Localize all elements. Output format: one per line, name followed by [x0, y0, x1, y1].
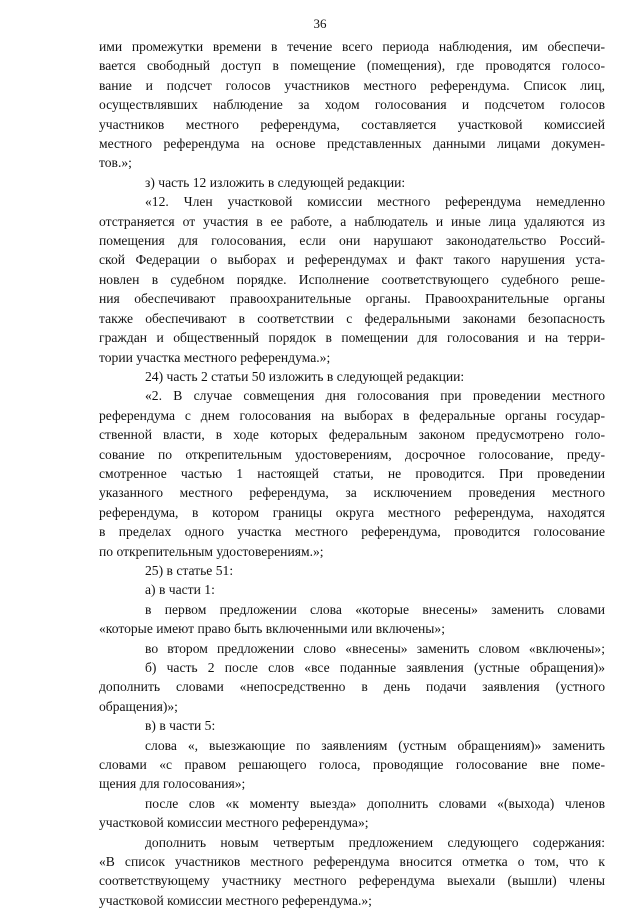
text-line: 25) в статье 51: — [145, 562, 234, 578]
text-line: после слов «к моменту выезда» дополнить словами «(выхода) членов — [145, 795, 605, 811]
page-number: 36 — [313, 16, 327, 31]
text-line: по открепительным удостоверениям.»; — [99, 543, 324, 559]
text-line: местного референдума на основе представленных данными лицами докумен- — [99, 136, 605, 152]
text-line: слова «, выезжающие по заявлениям (устным обращениям)» заменить — [145, 737, 605, 753]
text-line: б) часть 2 после слов «все поданные заявления (устные обращения)» — [145, 660, 605, 675]
text-line: ской Федерации о выборах и референдумах и факт такого нарушения уста- — [99, 252, 605, 268]
text-line: словами «с правом решающего голоса, проводящие голосование вне поме- — [99, 757, 605, 773]
text-line: осуществлявших наблюдение за ходом голосования и подсчетом голосов — [99, 97, 605, 113]
text-line: тов.»; — [99, 155, 132, 171]
text-line: ими промежутки времени в течение всего периода наблюдения, им обеспечи- — [99, 39, 605, 54]
text-line: также обеспечивают в соответствии с федеральными законами безопасность — [99, 310, 605, 326]
text-line: з) часть 12 изложить в следующей редакции: — [145, 174, 406, 190]
text-line: вание и подсчет голосов участников местного референдума. Список лиц, — [99, 77, 605, 93]
text-line: ния обеспечивают правоохранительные органы. Правоохранительные органы — [99, 291, 605, 307]
text-line: щения для голосования»; — [99, 776, 246, 792]
text-line: вается свободный доступ в помещение (помещения), где проводятся голосо- — [99, 58, 605, 74]
text-line: соответствующему участнику местного референдума выехали (вышли) члены — [99, 873, 605, 889]
text-line: участковой комиссии местного референдума»; — [99, 815, 369, 831]
text-line: сование по открепительным удостоверениям, досрочное голосование, преду- — [99, 446, 605, 462]
text-line: помещения для голосования, если они нарушают законодательство Россий- — [99, 233, 605, 249]
text-line: в первом предложении слова «которые внесены» заменить словами — [145, 601, 605, 617]
text-line: 24) часть 2 статьи 50 изложить в следующей редакции: — [145, 368, 465, 384]
text-line: ственной власти, в ходе которых федеральным законом предусмотрено голо- — [99, 427, 605, 443]
text-line: во втором предложении слово «внесены» заменить словом «включены»; — [145, 640, 605, 656]
text-line: тории участка местного референдума.»; — [99, 349, 331, 365]
text-line: «12. Член участковой комиссии местного референдума немедленно — [145, 194, 605, 210]
text-line: «2. В случае совмещения дня голосования при проведении местного — [145, 388, 605, 404]
text-line: в пределах одного участка местного референдума, проводится голосование — [99, 524, 605, 540]
text-line: участковой комиссии местного референдума.»; — [99, 892, 372, 908]
text-line: отстраняется от участия в ее работе, а наблюдатель и иные лица удаляются из — [99, 213, 605, 229]
text-line: а) в части 1: — [145, 582, 215, 598]
text-line: референдума, в котором границы округа местного референдума, находятся — [99, 504, 605, 520]
text-line: в) в части 5: — [145, 718, 216, 734]
text-line: дополнить новым четвертым предложением следующего содержания: — [145, 834, 605, 850]
text-line: обращения)»; — [99, 698, 178, 714]
text-line: участников местного референдума, составляется участковой комиссией — [99, 116, 605, 132]
text-line: новлен в судебном порядке. Исполнение соответствующего судебного реше- — [99, 271, 605, 287]
text-line: «которые имеют право быть включенными или включены»; — [99, 621, 445, 637]
text-line: смотренное частью 1 настоящей статьи, не проводится. При проведении — [99, 465, 605, 481]
text-line: «В список участников местного референдума вносится отметка о том, что к — [99, 854, 605, 870]
text-line: граждан и общественный порядок в помещении для голосования и на терри- — [99, 330, 605, 346]
text-line: дополнить словами «непосредственно в день подачи заявления (устного — [99, 679, 605, 695]
text-line: указанного местного референдума, за исключением проведения местного — [99, 485, 605, 501]
text-line: референдума с днем голосования на выборах в федеральные органы государ- — [99, 407, 605, 423]
document-body — [99, 37, 605, 910]
